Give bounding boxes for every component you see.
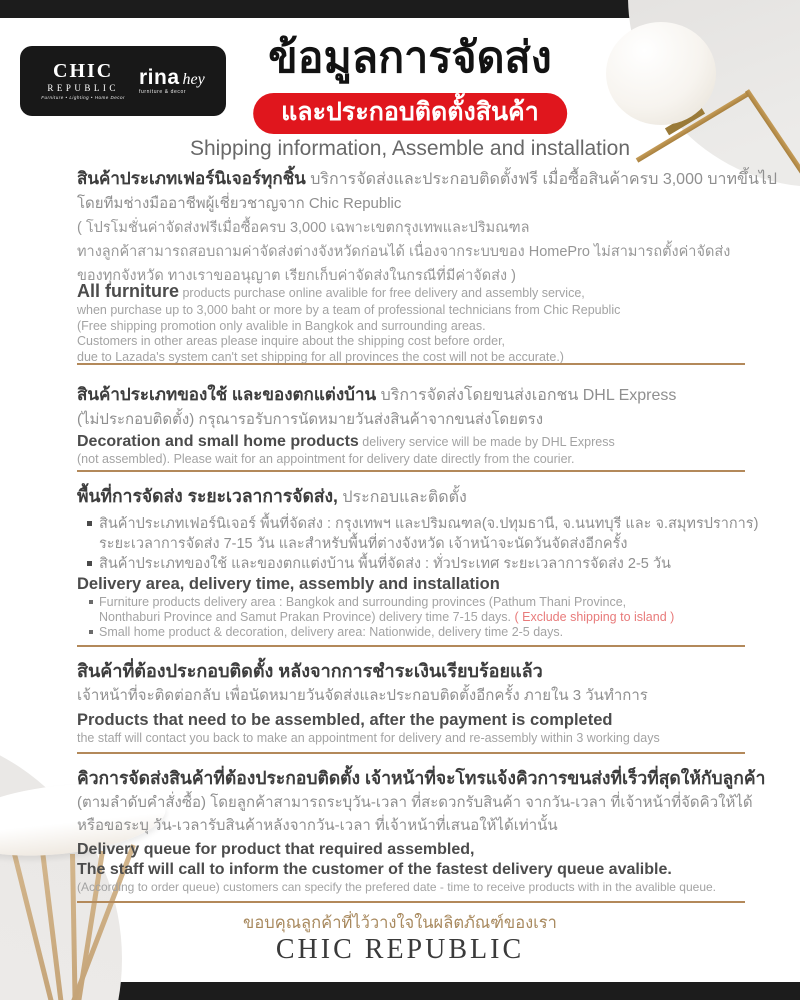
assembly-badge: และประกอบติดตั้งสินค้า [253,93,567,134]
section-furniture-thai [77,167,778,288]
en-bullet-small-home: Small home product & decoration, delivery area: Nationwide, delivery time 2-5 days. [77,625,747,640]
section-queue-english [77,840,747,896]
section-assembly-english [77,710,747,747]
furniture-en-line: when purchase up to 3,000 baht or more by a team of professional technicians from Chic Republic [77,303,621,317]
section-furniture-english [77,281,747,365]
furniture-thai-note: ทางลูกค้าสามารถสอบถามค่าจัดส่งต่างจังหวัดก่อนได้ เนื่องจากระบบของ HomePro ไม่สามารถตั้งค่าจัดส่ง [77,244,731,260]
section-decoration-english [77,432,747,468]
furniture-thai-lead: สินค้าประเภทเฟอร์นิเจอร์ทุกชิ้น บริการจัดส่งและประกอบติดตั้งฟรี เมื่อซื้อสินค้าครบ 3,000 บาทขึ้นไป [77,169,778,188]
delivery-area-thai-bullets [77,514,759,574]
gold-divider [77,901,745,903]
furniture-thai-note: ของทุกจังหวัด ทางเราขออนุญาต เรียกเก็บค่าจัดส่งในกรณีที่มีค่าจัดส่ง ) [77,268,516,284]
section-decoration-thai [77,382,747,432]
en-bullet-furniture-cont: Nonthaburi Province and Samut Prakan Province) delivery time 7-15 days. ( Exclude shipping to island ) [99,610,675,624]
furniture-thai-note: ( โปรโมชั่นค่าจัดส่งฟรีเมื่อซื้อครบ 3,000 เฉพาะเขตกรุงเทพและปริมณฑล [77,220,530,236]
thai-bullet-furniture-cont: ระยะเวลาการจัดส่ง 7-15 วัน และสำหรับพื้นที่ต่างจังหวัด เจ้าหน้าจะนัดวันจัดส่งอีกครั้ง [99,536,628,552]
gold-divider [77,470,745,472]
furniture-en-line: (Free shipping promotion only avalible in Bangkok and surrounding areas. [77,318,486,333]
assembly-en-line: the staff will contact you back to make an appointment for delivery and re-assembly within 3 working days [77,731,660,745]
gold-divider [77,752,745,754]
assembly-en-heading: Products that need to be assembled, after the payment is completed [77,711,613,729]
delivery-area-thai-heading: พื้นที่การจัดส่ง ระยะเวลาการจัดส่ง, ประกอบและติดตั้ง [77,486,467,506]
queue-en-heading-1: Delivery queue for product that required assembled, [77,841,475,858]
rina-logo-script: hey [182,71,205,88]
furniture-en-line: Customers in other areas please inquire about the shipping cost before order, [77,334,506,348]
decoration-en-lead: Decoration and small home products delivery service will be made by DHL Express [77,433,615,450]
section-delivery-area-thai [77,483,759,574]
section-delivery-area-english [77,574,747,640]
footer-brand: CHIC REPUBLIC [275,934,525,965]
queue-thai-line: (ตามลำดับคำสั่งซื้อ) โดยลูกค้าสามารถระบุวัน-เวลา ที่สะดวกรับสินค้า จากวัน-เวลา ที่เจ้าหน้าที่จัดคิวให้ได้ [77,794,753,811]
assembly-thai-line: เจ้าหน้าที่จะติดต่อกลับ เพื่อนัดหมายวันจัดส่งและประกอบติดตั้งอีกครั้ง ภายใน 3 วันทำการ [77,687,648,704]
queue-en-line: (According to order queue) customers can specify the prefered date - time to receive products with in the avalible queue. [77,880,717,894]
page-title: ข้อมูลการจัดส่ง [268,34,552,82]
queue-thai-heading: คิวการจัดส่งสินค้าที่ต้องประกอบติดตั้ง เจ้าหน้าที่จะโทรแจ้งคิวการขนส่งที่เร็วที่สุดให้กับลูกค้า [77,768,766,788]
thai-bullet-small-home: สินค้าประเภทของใช้ และของตกแต่งบ้าน พื้นที่จัดส่ง : ทั่วประเทศ ระยะเวลาการจัดส่ง 2-5 วัน [77,554,747,574]
gold-divider [77,363,745,365]
chic-logo-sub: REPUBLIC [47,83,119,94]
decoration-en-line: (not assembled). Please wait for an appointment for delivery date directly from the courier. [77,452,575,466]
gold-divider [77,645,745,647]
furniture-thai-line: โดยทีมช่างมืออาชีพผู้เชี่ยวชาญจาก Chic Republic [77,195,402,212]
assembly-thai-heading: สินค้าที่ต้องประกอบติดตั้ง หลังจากการชำระเงินเรียบร้อยแล้ว [77,661,543,681]
decoration-thai-line: (ไม่ประกอบติดตั้ง) กรุณารอรับการนัดหมายวันส่งสินค้าจากขนส่งโดยตรง [77,411,544,428]
furniture-en-lead: All furniture products purchase online avalible for free delivery and assembly service, [77,281,585,301]
rina-logo-name: rina [138,66,180,89]
thai-bullet-furniture: สินค้าประเภทเฟอร์นิเจอร์ พื้นที่จัดส่ง : กรุงเทพฯ และปริมณฑล(จ.ปทุมธานี, จ.นนทบุรี และ จ.สมุทรปราการ) [77,514,747,534]
section-assembly-thai [77,658,747,708]
page-subtitle: Shipping information, Assemble and installation [189,137,631,160]
queue-en-heading-2: The staff will call to inform the customer of the fastest delivery queue avalible. [77,861,672,878]
chic-logo-name: CHIC [53,60,114,83]
en-bullet-furniture: Furniture products delivery area : Bangkok and surrounding provinces (Pathum Thani Province, [77,595,747,610]
decoration-thai-lead: สินค้าประเภทของใช้ และของตกแต่งบ้าน บริการจัดส่งโดยขนส่งเอกชน DHL Express [77,385,677,404]
queue-thai-line: หรือขอระบุ วัน-เวลารับสินค้าหลังจากวัน-เวลา ที่เจ้าหน้าที่เสนอให้ได้เท่านั้น [77,817,558,834]
delivery-area-en-heading: Delivery area, delivery time, assembly and installation [77,575,500,593]
section-queue-thai [77,765,766,837]
furniture-en-line: due to Lazada's system can't set shipping for all provinces the cost will not be accurate.) [77,349,564,364]
footer-thanks: ขอบคุณลูกค้าที่ไว้วางใจในผลิตภัณฑ์ของเรา [243,914,557,932]
exclude-island-note: ( Exclude shipping to island ) [514,610,675,624]
rina-logo-tagline: furniture & decor [138,89,187,95]
chic-logo-tagline: Furniture • Lighting • Home Decor [41,95,125,101]
